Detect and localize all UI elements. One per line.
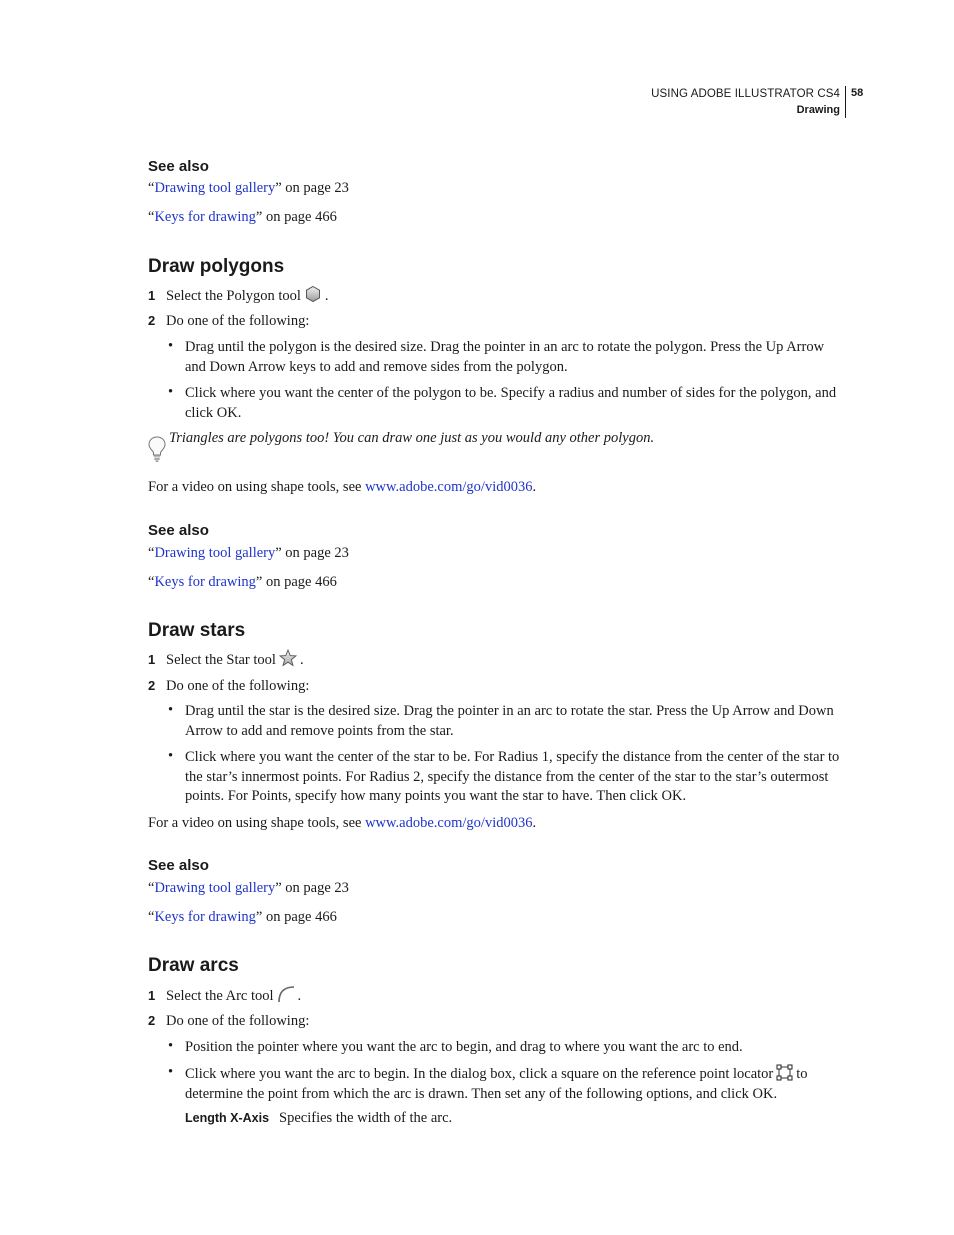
- xref-page-ref: ” on page 23: [275, 880, 349, 896]
- link-keys-for-drawing[interactable]: Keys for drawing: [154, 209, 256, 225]
- link-drawing-tool-gallery[interactable]: Drawing tool gallery: [154, 545, 276, 561]
- xref-drawing-tool-gallery: [148, 545, 349, 562]
- step-number: 1: [148, 652, 156, 667]
- bullet-mark: •: [168, 748, 174, 764]
- star-bullet-2: Click where you want the center of the star to be. For Radius 1, specify the distance from the center of the star to the star’s innermost points. For Radius 2, specify the distance from the center of the star to the star’s outermost points. For Points, specify how many points you want the star to have. Then click OK.: [185, 749, 840, 804]
- bullet-mark: •: [168, 1064, 174, 1080]
- arc-step-2: [148, 1011, 309, 1032]
- definition-term: Length X-Axis: [185, 1111, 270, 1125]
- polygon-step-1: [148, 285, 329, 307]
- lightbulb-tip-icon: [147, 435, 167, 463]
- quote-open: “: [148, 180, 155, 196]
- video-note-text: For a video on using shape tools, see: [148, 815, 366, 831]
- step-text: Select the Star tool: [166, 652, 276, 668]
- quote-open: “: [148, 880, 155, 896]
- tip-text: Triangles are polygons too! You can draw one just as you would any other polygon.: [169, 430, 655, 446]
- step-text: Select the Arc tool: [166, 988, 274, 1004]
- link-keys-for-drawing[interactable]: Keys for drawing: [154, 574, 256, 590]
- polygon-video-note: [148, 478, 536, 498]
- quote-open: “: [148, 909, 155, 925]
- arc-bullet-2-text-a: Click where you want the arc to begin. In the dialog box, click a square on the reference point locator: [185, 1066, 774, 1082]
- link-keys-for-drawing[interactable]: Keys for drawing: [154, 909, 256, 925]
- polygon-step-2: [148, 311, 309, 332]
- star-video-note: [148, 814, 536, 834]
- arc-step-1: [148, 985, 301, 1007]
- bullet-mark: •: [168, 384, 174, 400]
- video-note-end: .: [532, 479, 537, 495]
- bullet-mark: •: [168, 1038, 174, 1054]
- see-also-heading: See also: [148, 158, 209, 175]
- bullet-mark: •: [168, 702, 174, 718]
- step-end: .: [324, 288, 329, 304]
- running-header-section: Drawing: [796, 104, 840, 116]
- arc-bullet-2: [185, 1064, 845, 1104]
- see-also-heading: See also: [148, 857, 209, 874]
- heading-draw-polygons: Draw polygons: [148, 256, 285, 277]
- xref-page-ref: ” on page 23: [275, 180, 349, 196]
- xref-page-ref: ” on page 466: [255, 909, 337, 925]
- video-note-text: For a video on using shape tools, see: [148, 479, 366, 495]
- running-header-title: USING ADOBE ILLUSTRATOR CS4: [651, 88, 840, 100]
- step-number: 1: [148, 288, 156, 303]
- xref-drawing-tool-gallery: [148, 180, 349, 197]
- link-drawing-tool-gallery[interactable]: Drawing tool gallery: [154, 880, 276, 896]
- step-text: Select the Polygon tool: [166, 288, 301, 304]
- xref-drawing-tool-gallery: [148, 880, 349, 897]
- heading-draw-stars: Draw stars: [148, 620, 246, 641]
- polygon-tool-icon: [304, 285, 322, 303]
- see-also-heading: See also: [148, 522, 209, 539]
- xref-keys-for-drawing: [148, 209, 337, 226]
- arc-tool-icon: [277, 985, 295, 1003]
- star-step-1: [148, 649, 304, 671]
- arc-bullet-2-text-b: to determine the point from which the arc is drawn. Then set any of the following options, and click OK.: [185, 1066, 808, 1102]
- polygon-bullet-1: Drag until the polygon is the desired size. Drag the pointer in an arc to rotate the polygon. Press the Up Arrow and Down Arrow keys to add and remove sides from the polygon.: [185, 339, 825, 375]
- quote-open: “: [148, 574, 155, 590]
- xref-keys-for-drawing: [148, 574, 337, 591]
- xref-page-ref: ” on page 23: [275, 545, 349, 561]
- quote-open: “: [148, 545, 155, 561]
- link-video-vid0036[interactable]: www.adobe.com/go/vid0036: [365, 815, 533, 831]
- step-number: 2: [148, 678, 156, 693]
- link-drawing-tool-gallery[interactable]: Drawing tool gallery: [154, 180, 276, 196]
- step-text: Do one of the following:: [166, 313, 310, 329]
- header-divider: [845, 86, 846, 118]
- page-number: 58: [851, 87, 864, 99]
- definition-length-x-axis: [185, 1109, 452, 1129]
- star-bullet-1: Drag until the star is the desired size. Drag the pointer in an arc to rotate the star. Press the Up Arrow and Down Arrow to add and remove points from the star.: [185, 703, 834, 739]
- xref-keys-for-drawing: [148, 909, 337, 926]
- quote-open: “: [148, 209, 155, 225]
- heading-draw-arcs: Draw arcs: [148, 955, 239, 976]
- star-tool-icon: [279, 649, 297, 667]
- xref-page-ref: ” on page 466: [255, 209, 337, 225]
- video-note-end: .: [532, 815, 537, 831]
- xref-page-ref: ” on page 466: [255, 574, 337, 590]
- step-number: 2: [148, 313, 156, 328]
- step-number: 2: [148, 1013, 156, 1028]
- link-video-vid0036[interactable]: www.adobe.com/go/vid0036: [365, 479, 533, 495]
- step-number: 1: [148, 988, 156, 1003]
- star-step-2: [148, 676, 309, 697]
- step-text: Do one of the following:: [166, 1013, 310, 1029]
- polygon-bullet-2: Click where you want the center of the polygon to be. Specify a radius and number of sides for the polygon, and click OK.: [185, 385, 837, 421]
- step-end: .: [297, 988, 302, 1004]
- arc-bullet-1: Position the pointer where you want the arc to begin, and drag to where you want the arc to end.: [185, 1039, 743, 1055]
- step-text: Do one of the following:: [166, 678, 310, 694]
- definition-text: Specifies the width of the arc.: [279, 1110, 453, 1126]
- reference-point-locator-icon: [776, 1064, 793, 1081]
- bullet-mark: •: [168, 338, 174, 354]
- step-end: .: [299, 652, 304, 668]
